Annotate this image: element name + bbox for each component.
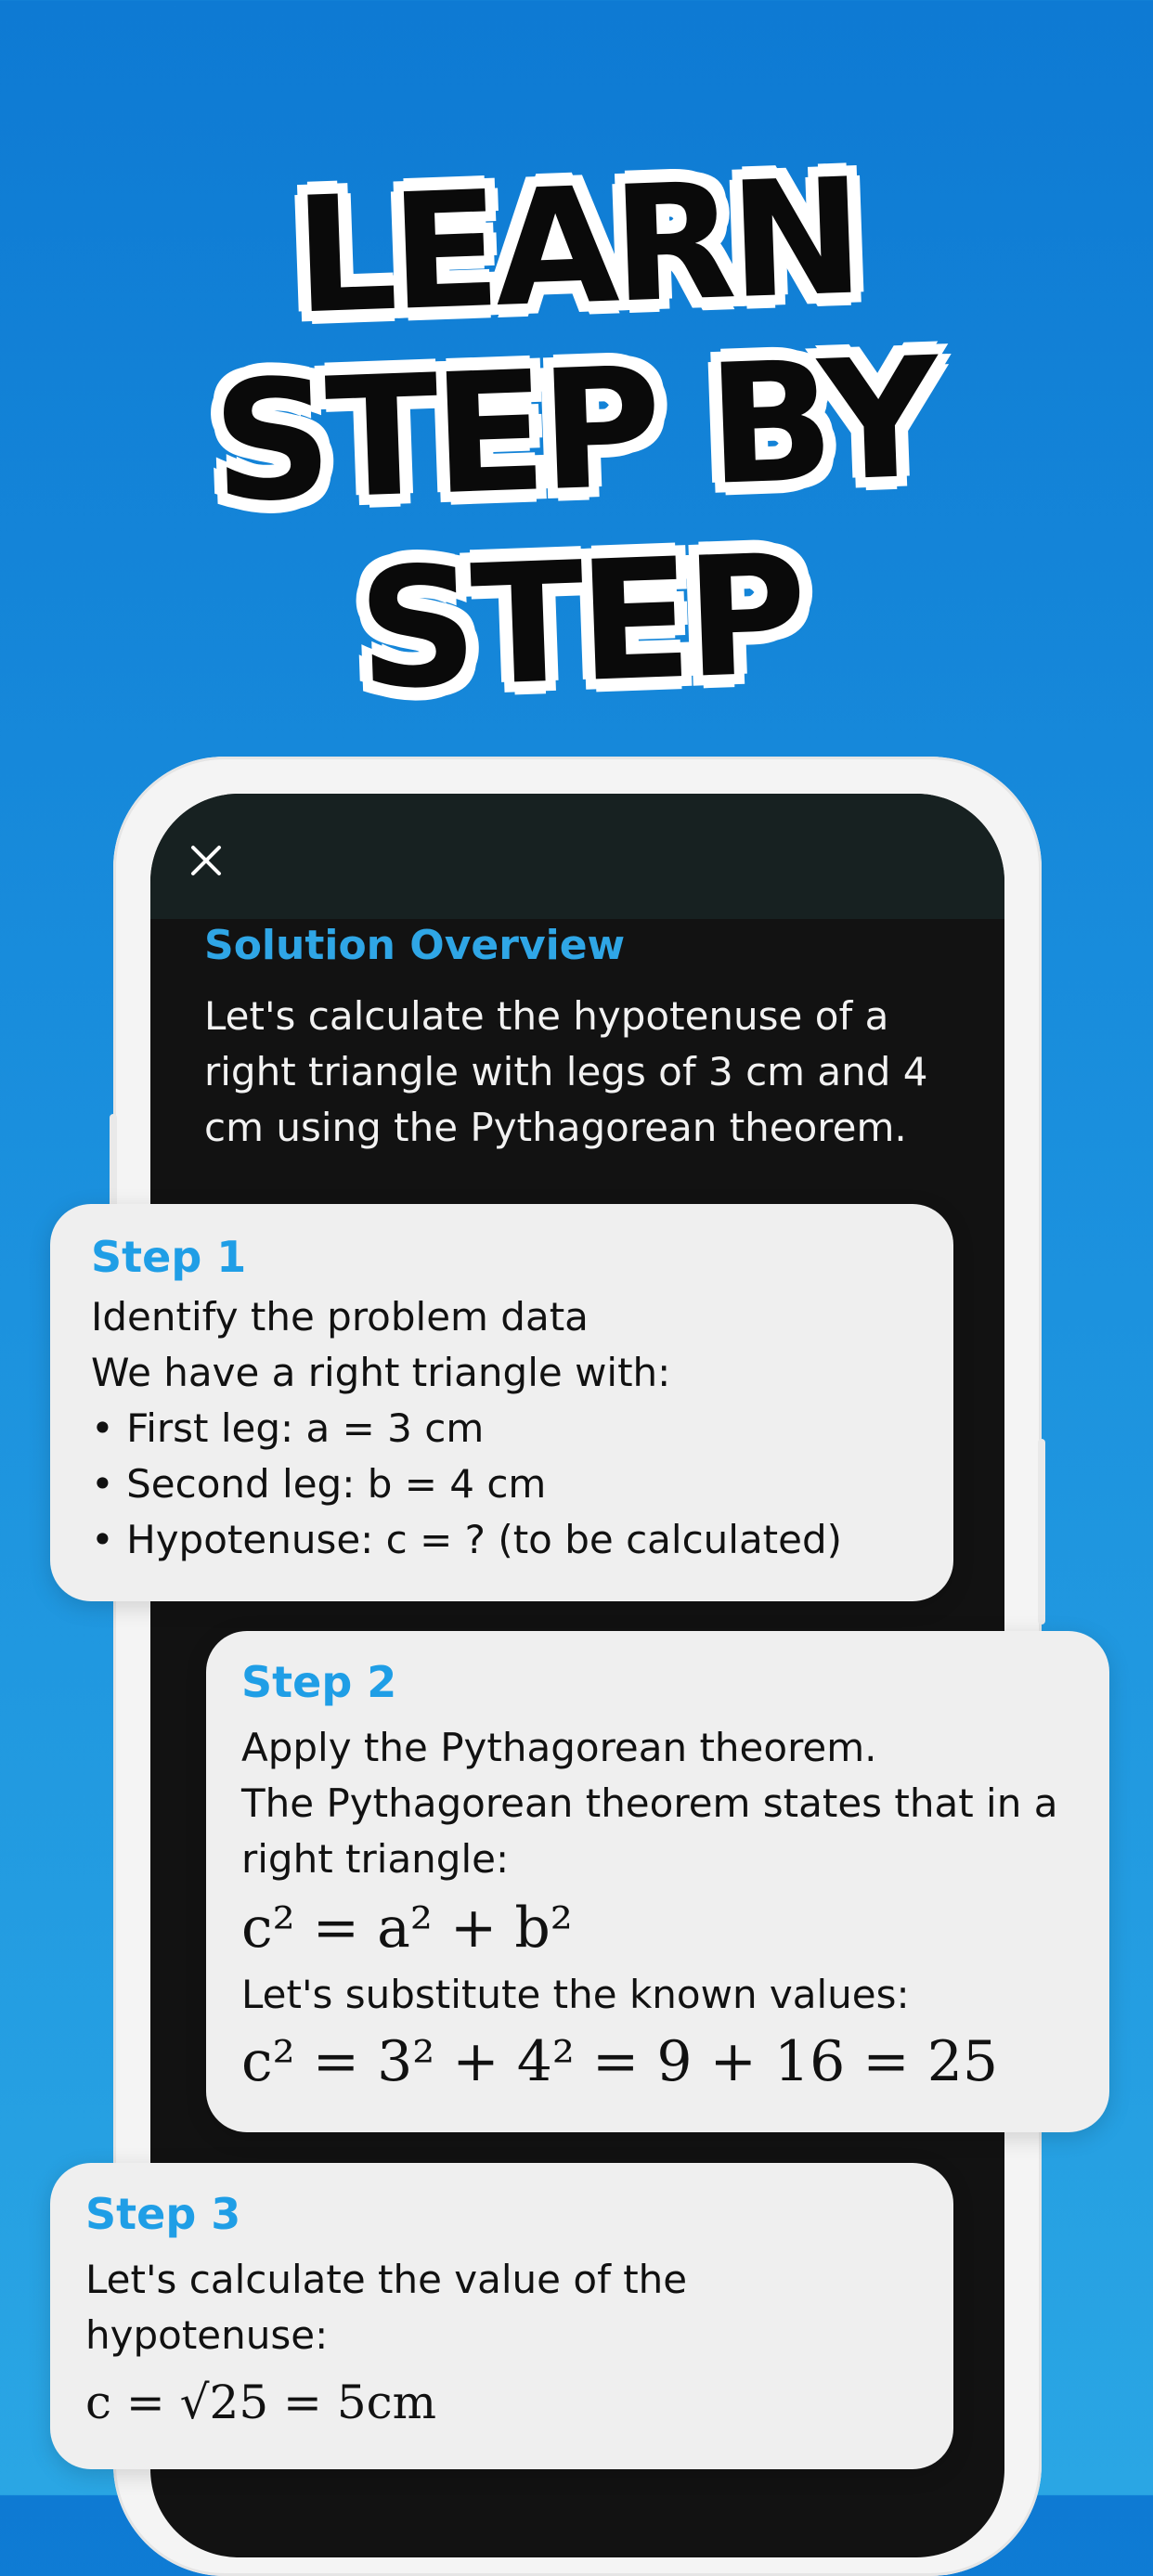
step-3-line: Let's calculate the value of the hypotenuse:	[85, 2257, 688, 2358]
headline-line-2: STEP BY STEP	[209, 321, 937, 727]
step-1-line: We have a right triangle with:	[91, 1350, 671, 1395]
phone-power-button	[1038, 1439, 1045, 1625]
step-1-card	[50, 1204, 953, 1601]
step-2-formula-1: c² = a² + b²	[241, 1896, 573, 1961]
step-2-title: Step 2	[241, 1657, 397, 1707]
step-1-line: • First leg: a = 3 cm	[91, 1405, 485, 1451]
step-3-title: Step 3	[85, 2189, 241, 2239]
step-2-line: The Pythagorean theorem states that in a right triangle:	[241, 1780, 1058, 1882]
step-2-line: Apply the Pythagorean theorem.	[241, 1725, 877, 1770]
step-2-line: Let's substitute the known values:	[241, 1972, 910, 2017]
top-bar	[150, 794, 1004, 919]
solution-overview-title: Solution Overview	[204, 922, 626, 969]
step-1-title: Step 1	[91, 1232, 247, 1282]
step-2-formula-2: c² = 3² + 4² = 9 + 16 = 25	[241, 2029, 999, 2094]
step-1-line: • Second leg: b = 4 cm	[91, 1461, 547, 1507]
step-3-card	[50, 2163, 953, 2469]
step-3-formula: c = √25 = 5cm	[85, 2375, 437, 2429]
close-icon[interactable]	[188, 842, 225, 879]
phone-side-button	[110, 1114, 117, 1216]
solution-overview-text: Let's calculate the hypotenuse of a right triangle with legs of 3 cm and 4 cm using the Pythagorean theorem.	[204, 993, 928, 1150]
headline-line-1: LEARN	[291, 143, 862, 350]
step-1-line: • Hypotenuse: c = ? (to be calculated)	[91, 1517, 843, 1562]
step-1-line: Identify the problem data	[91, 1294, 589, 1340]
step-2-card	[206, 1631, 1109, 2132]
